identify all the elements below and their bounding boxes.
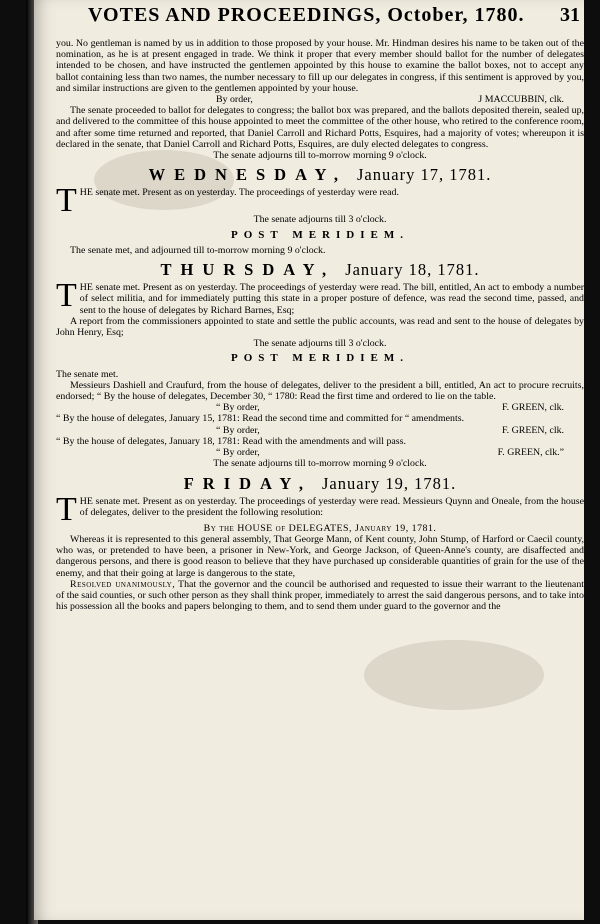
signature-clerk: J MACCUBBIN, clk. <box>478 94 564 106</box>
wednesday-pm-text: The senate met, and adjourned till to-morrow morning 9 o'clock. <box>70 244 326 256</box>
friday-paragraph: THE senate met. Present as on yesterday. The proceedings of yesterday were read. Messieurs Quynn and Oneale, from the house of delegates, deliver to the president the following resolution: <box>56 490 584 528</box>
thursday-day: THURSDAY, <box>160 260 336 280</box>
signature-by-order: By order, <box>216 94 253 106</box>
friday-resolution-subheading: By the HOUSE of DELEGATES, January 19, 1781. <box>203 522 437 534</box>
wednesday-day: WEDNESDAY, <box>148 165 348 185</box>
thursday-heading <box>56 260 584 280</box>
thursday-pm-text2: Messieurs Dashiell and Craufurd, from the house of delegates, deliver to the president a bill, entitled, An act to procure recruits, endorsed; “ By the house of delegates, December 30, “ 1780: Read the first time and ordered to lie on the table. <box>56 379 584 403</box>
drop-cap: T <box>56 490 77 528</box>
wednesday-paragraph: THE senate met. Present as on yesterday. The proceedings of yesterday were read. <box>56 182 399 220</box>
document-body <box>56 38 584 612</box>
drop-cap: T <box>56 182 77 220</box>
wednesday-post-meridiem-heading: POST MERIDIEM. <box>231 228 409 241</box>
wednesday-date: January 17, 1781. <box>357 165 492 185</box>
intro-paragraph: you. No gentleman is named by us in addition to those proposed by your house. Mr. Hindman desires his name to be taken out of the nomination, as he is at present engaged in trade. We think it proper that every member should ballot for the number of delegates intended to be chosen, and have instructed the gentlemen appointed by this house to examine the ballot boxes, not to accept any ballot containing less than two names, the number necessary to fill up our delegates in congress, if this sentiment is approved by you, and similar instructions are given to the gentlemen appointed by your house. <box>56 38 584 94</box>
thursday-pm-text4: “ By the house of delegates, January 18, 1781: Read with the amendments and will pass. <box>56 435 406 447</box>
ballot-paragraph: The senate proceeded to ballot for delegates to congress; the ballot box was prepared, and the ballots deposited therein, sealed up, and delivered to the committee of this house appointed to meet the committee of the other house, who retired to the conference room, and after some time returned and reported, that Daniel Carroll and Richard Potts, Esquires, had a majority of votes; whereupon it is declared in the senate, that Daniel Carroll and Richard Potts, Esquires, are duly elected delegates to congress. <box>56 105 584 150</box>
friday-date: January 19, 1781. <box>321 473 457 493</box>
thursday-report-paragraph: A report from the commissioners appointed to state and settle the public accounts, was read and sent to the house of delegates by John Henry, Esq; <box>56 315 584 339</box>
thursday-pm-text3: “ By the house of delegates, January 15, 1781: Read the second time and committed for “ amendments. <box>56 413 465 425</box>
running-title: VOTES AND PROCEEDINGS, October, 1780. <box>88 4 525 26</box>
page-header <box>50 0 590 38</box>
friday-whereas-paragraph: Whereas it is represented to this general assembly, That George Mann, of Kent county, John Stump, of Harford or Caecil county, who was, or pretended to have been, a prisoner in New-York, and George Jackson, of Queen-Anne's county, are disaffected and dangerous persons, and there is good reason to believe that they have purchased up considerable quantities of grain for the use of the enemy, and that their going at large is dangerous to the state, <box>56 533 584 579</box>
drop-cap: T <box>56 277 77 315</box>
page-number: 31 <box>560 4 580 26</box>
thursday-paragraph: THE senate met. Present as on yesterday. The proceedings of yesterday were read. The bill, entitled, An act to embody a number of select militia, and for immediately putting this state in a proper posture of defence, was read the second time, passed, and sent to the house of delegates by Richard Barnes, Esq; <box>56 277 584 316</box>
paper-stain <box>364 640 544 710</box>
friday-heading <box>56 473 584 493</box>
thursday-post-meridiem-heading: POST MERIDIEM. <box>231 352 409 365</box>
thursday-date: January 18, 1781. <box>345 260 480 280</box>
intro-signature <box>56 94 584 105</box>
thursday-pm-text1: The senate met. <box>56 368 119 380</box>
wednesday-heading <box>56 165 584 185</box>
adjourn-note: The senate adjourns till to-morrow morning 9 o'clock. <box>213 150 427 162</box>
thursday-adjourn-2: The senate adjourns till to-morrow morning 9 o'clock. <box>213 458 427 470</box>
friday-day: FRIDAY, <box>183 473 312 493</box>
resolved-label: Resolved unanimously, <box>70 578 176 590</box>
friday-resolved-paragraph: Resolved unanimously, That the governor and the council be authorised and requested to issue their warrant to the lieutenant of the said counties, or such other person as they shall think proper, immediately to arrest the said dangerous persons, and to take into his possession all the books and papers belonging to them, and to send them under guard to the governor and the <box>56 578 585 613</box>
thursday-signature-3: “ By order, F. GREEN, clk.” <box>216 447 564 459</box>
thursday-adjourn: The senate adjourns till 3 o'clock. <box>253 338 387 350</box>
thursday-signature-1: “ By order, F. GREEN, clk. <box>216 402 564 414</box>
wednesday-adjourn: The senate adjourns till 3 o'clock. <box>253 214 387 226</box>
thursday-signature-2: “ By order, F. GREEN, clk. <box>216 424 564 436</box>
